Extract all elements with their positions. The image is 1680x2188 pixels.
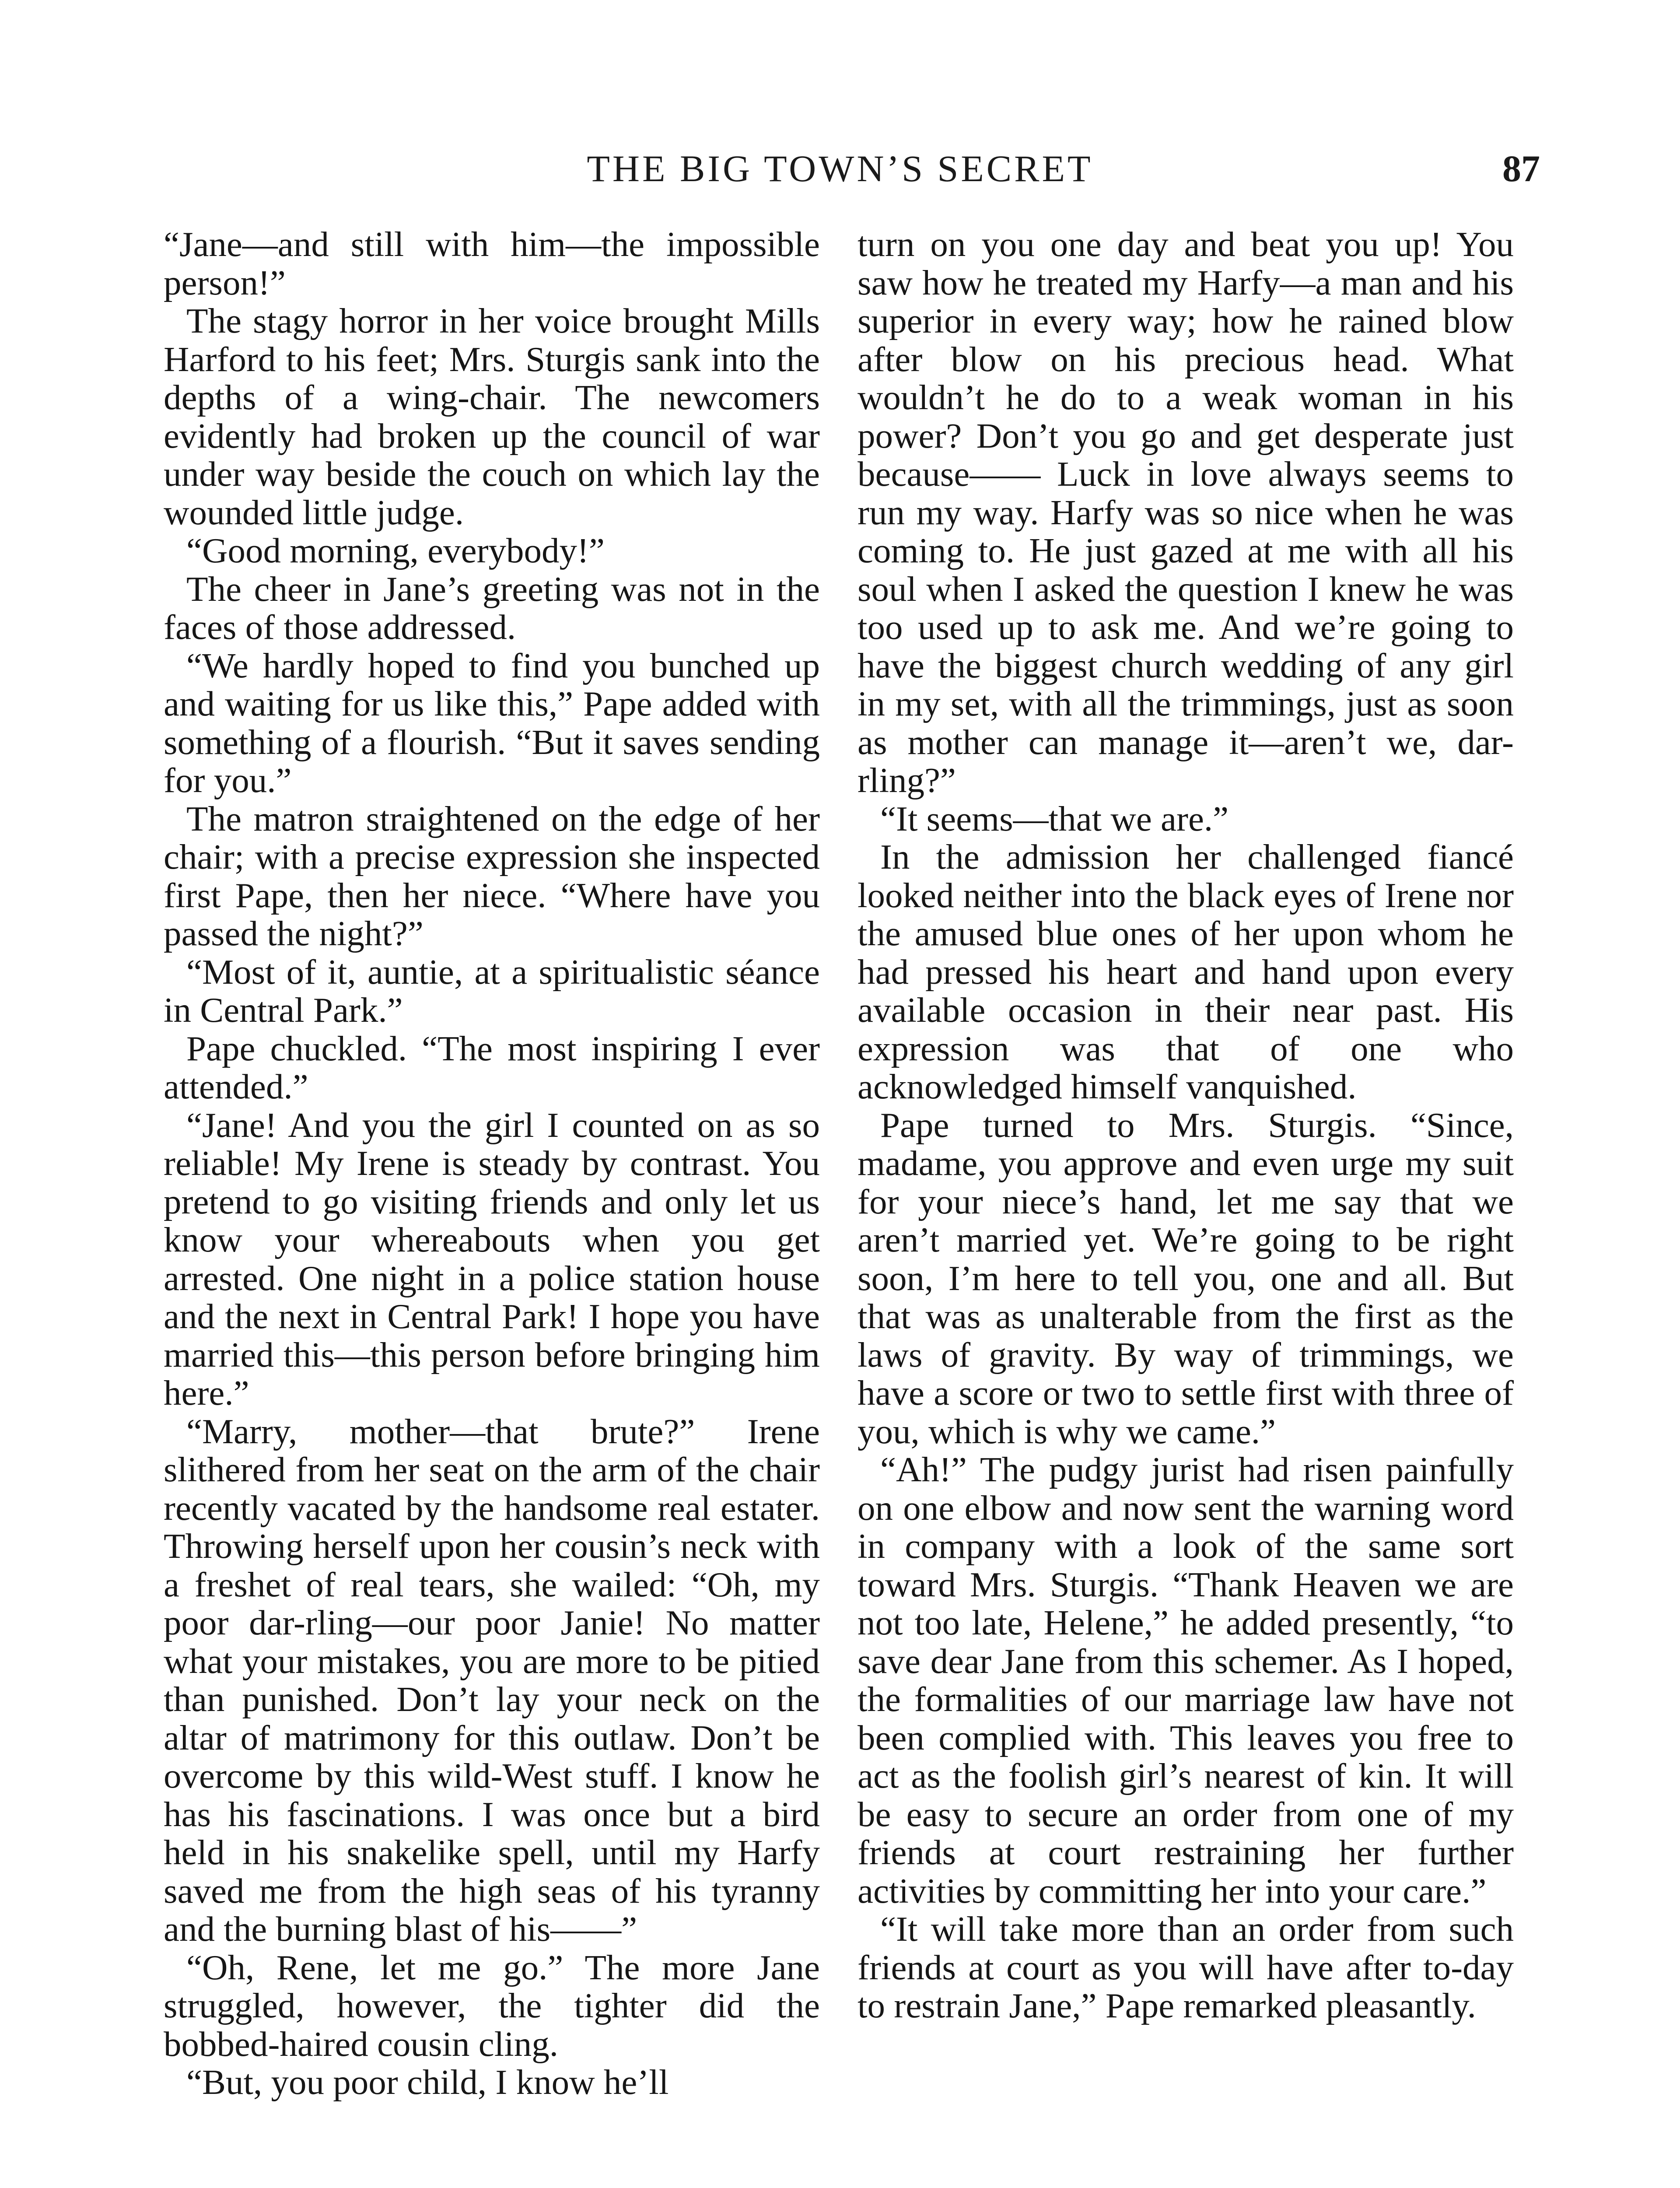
paragraph: “It will take more than an order from such friends at court as you will have after to-day to restrain Jane,” Pape remarked pleasantly. (858, 1909, 1514, 2025)
paragraph: The stagy horror in her voice brought Mills Harford to his feet; Mrs. Sturgis sank into the depths of a wing-chair. The newcomers evidently had broken up the council of war under way beside the couch on which lay the wounded little judge. (164, 301, 820, 532)
paragraph: “Oh, Rene, let me go.” The more Jane struggled, however, the tighter did the bobbed-haired cousin cling. (164, 1947, 820, 2064)
paragraph: “Jane—and still with him—the impossible person!” (164, 224, 820, 302)
paragraph: Pape turned to Mrs. Sturgis. “Since, madame, you approve and even urge my suit for your niece’s hand, let me say that we aren’t married yet. We’re going to be right soon, I’m here to tell you, one and all. But that was as unalterable from the first as the laws of gravity. By way of trimmings, we have a score or two to settle first with three of you, which is why we came.” (858, 1105, 1514, 1451)
running-head (0, 144, 1680, 193)
right-column (858, 225, 1514, 2025)
paragraph: “It seems—that we are.” (880, 799, 1229, 838)
running-title: THE BIG TOWN’S SECRET (587, 147, 1093, 189)
page-number: 87 (1502, 147, 1540, 189)
paragraph: The cheer in Jane’s greeting was not in the faces of those addressed. (164, 569, 820, 647)
paragraph: Pape chuckled. “The most inspiring I ever attended.” (164, 1028, 820, 1106)
paragraph: “Good morning, everybody!” (186, 531, 605, 570)
paragraph: “Most of it, auntie, at a spiritualistic séance in Central Park.” (164, 952, 820, 1030)
paragraph-continued: turn on you one day and beat you up! You saw how he treated my Harfy—a man and his superior in every way; how he rained blow after blow on his precious head. What wouldn’t he do to a weak woman in his power? Don’t you go and get desperate just because—— Luck in love always seems to run my way. Harfy was so nice when he was coming to. He just gazed at me with all his soul when I asked the question I knew he was too used up to ask me. And we’re going to have the biggest church wedding of any girl in my set, with all the trimmings, just as soon as mother can manage it—aren’t we, dar-rling?” (858, 224, 1514, 800)
paragraph: “We hardly hoped to find you bunched up and waiting for us like this,” Pape added with something of a flourish. “But it saves sending for you.” (164, 645, 820, 800)
paragraph: “Jane! And you the girl I counted on as so reliable! My Irene is steady by contrast. You pretend to go visiting friends and only let us know your whereabouts when you get arrested. One night in a police station house and the next in Central Park! I hope you have married this—this person before bringing him here.” (164, 1105, 820, 1413)
paragraph: The matron straightened on the edge of her chair; with a precise expression she inspected first Pape, then her niece. “Where have you passed the night?” (164, 799, 820, 953)
paragraph: In the admission her challenged fiancé looked neither into the black eyes of Irene nor the amused blue ones of her upon whom he had pressed his heart and hand upon every available occasion in their near past. His expression was that of one who acknowledged himself vanquished. (858, 837, 1514, 1106)
paragraph: “Marry, mother—that brute?” Irene slithered from her seat on the arm of the chair recently vacated by the handsome real estater. Throwing herself upon her cousin’s neck with a freshet of real tears, she wailed: “Oh, my poor dar-rling—our poor Janie! No matter what your mistakes, you are more to be pitied than punished. Don’t lay your neck on the altar of matrimony for this outlaw. Don’t be overcome by this wild-West stuff. I know he has his fascinations. I was once but a bird held in his snakelike spell, until my Harfy saved me from the high seas of his tyranny and the burning blast of his——” (164, 1411, 820, 1949)
paragraph: “But, you poor child, I know he’ll (186, 2062, 669, 2102)
left-column (164, 225, 820, 2102)
paragraph: “Ah!” The pudgy jurist had risen painfully on one elbow and now sent the warning word in company with a look of the same sort toward Mrs. Sturgis. “Thank Heaven we are not too late, Helene,” he added presently, “to save dear Jane from this schemer. As I hoped, the formalities of our marriage law have not been complied with. This leaves you free to act as the foolish girl’s nearest of kin. It will be easy to secure an order from one of my friends at court restraining her further activities by committing her into your care.” (858, 1450, 1514, 1911)
